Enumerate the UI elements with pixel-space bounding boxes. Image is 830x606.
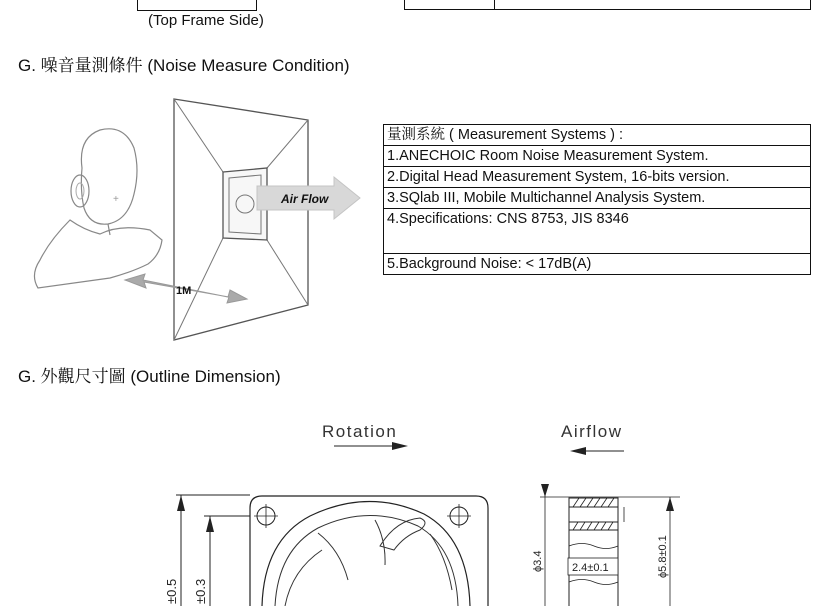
dim-thickness-label: 2.4±0.1 [572,562,609,574]
noise-section-heading: G. 噪音量測條件 (Noise Measure Condition) [18,56,350,75]
airflow-label: Air Flow [281,192,329,206]
dummy-neck [108,224,110,235]
table-row [384,209,811,254]
dummy-ear [71,175,89,207]
table-row [384,125,811,146]
table-cell: 4.Specifications: CNS 8753, JIS 8346 [384,209,811,254]
top-caption: (Top Frame Side) [148,12,264,29]
fan-blade-1 [285,550,322,606]
top-table-fragment [404,0,811,10]
distance-label: 1M [176,285,192,297]
dim-shaft-label: ϕ3.4 [532,550,544,572]
side-top-hatch-lines [573,498,614,507]
airflow-outline-arrow-head [570,447,586,455]
side-shaft-arrow [541,484,549,497]
table-row [384,188,811,209]
measurement-table [383,124,811,275]
fan-blade-4 [380,518,425,550]
table-cell: 量測系統 ( Measurement Systems ) : [384,125,811,146]
table-cell: 2.Digital Head Measurement System, 16-bits version. [384,167,811,188]
fan-blade-5 [430,534,452,590]
top-box [137,0,257,11]
outline-drawing [0,400,830,606]
dim-outer-label: ±0.5 [164,578,179,604]
rotation-arrow-head [392,442,408,450]
table-row [384,254,811,275]
plane-edge-right-top [267,120,308,168]
fan-venturi-inner [275,515,458,606]
noise-diagram [0,90,380,350]
top-table-divider [494,0,495,9]
side-wave-top [569,544,618,549]
dummy-mark: + [113,194,119,205]
rotation-label: Rotation [322,422,398,441]
plane-edge-right-bottom [267,240,308,305]
dim-inner-arrow [206,516,214,532]
side-outer-arrow [666,497,674,511]
side-wave-bottom [569,580,618,585]
dim-inner-label: ±0.3 [193,578,208,604]
table-row [384,167,811,188]
fan-venturi [262,501,470,606]
table-cell: 1.ANECHOIC Room Noise Measurement System. [384,146,811,167]
dim-outer-dia-label: ϕ5.8±0.1 [657,535,669,578]
side-mid-hatch-lines [573,522,613,530]
table-row [384,146,811,167]
airflow-outline-label: Airflow [561,422,623,441]
dim-outer-arrow [177,495,185,511]
table-cell: 5.Background Noise: < 17dB(A) [384,254,811,275]
table-cell: 3.SQlab III, Mobile Multichannel Analysis System. [384,188,811,209]
fan-blade-3 [375,520,385,565]
dummy-ear-inner [76,183,84,199]
fan-blade-2 [318,533,348,580]
dummy-head [81,129,137,224]
outline-section-heading: G. 外觀尺寸圖 (Outline Dimension) [18,367,281,386]
plane-edge-top [174,99,223,172]
